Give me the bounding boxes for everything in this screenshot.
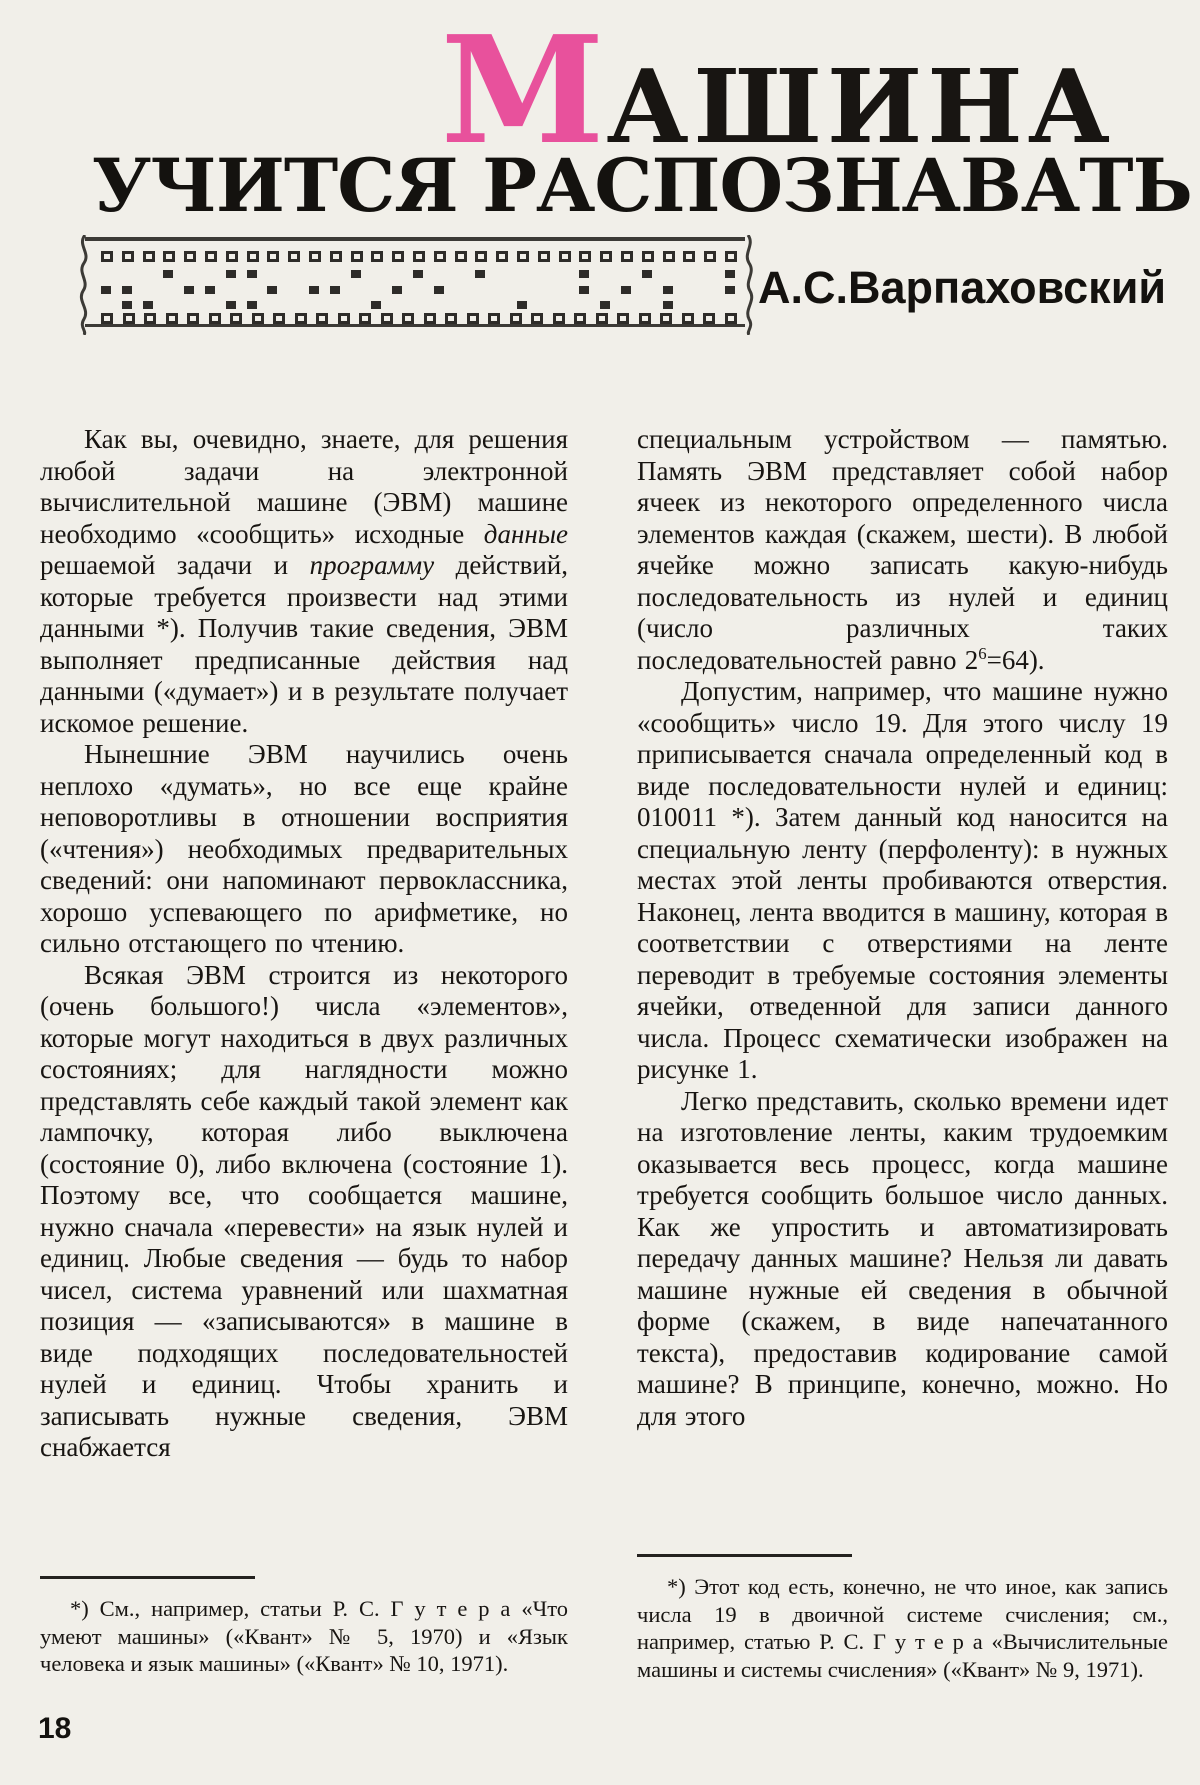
tape-hole [475,270,485,278]
tape-hole [381,313,393,324]
tape-hole [122,251,134,262]
tape-hole [510,313,522,324]
tape-hole [163,270,173,278]
tape-hole [247,251,259,262]
tape-hole [579,286,589,294]
article-title-line2: УЧИТСЯ РАСПОЗНАВАТЬ [92,143,1192,229]
tape-hole [371,301,381,309]
tape-hole [413,270,423,278]
tape-hole [579,251,591,262]
tape-hole [424,313,436,324]
tape-hole [205,251,217,262]
tape-hole [600,251,612,262]
tape-hole [402,313,414,324]
tape-hole [467,313,479,324]
title-drop-initial: М [440,3,607,177]
tape-hole [338,313,350,324]
tape-hole [123,313,135,324]
tape-hole [663,251,675,262]
footnote-right [637,1554,1168,1683]
tape-hole [621,251,633,262]
tape-hole [252,313,264,324]
tape-hole [166,313,178,324]
tape-hole [579,270,589,278]
tape-hole [184,286,194,294]
tape-hole [663,301,673,309]
punched-tape-illustration [85,237,745,327]
tape-hole [517,301,527,309]
tape-hole [226,301,236,309]
tape-hole [725,270,735,278]
tape-hole [288,251,300,262]
tape-hole [413,251,425,262]
body-column-left [40,424,568,1464]
tape-hole [455,251,467,262]
tape-hole [574,313,586,324]
paragraph: Легко представить, сколько времени идет на изготовление ленты, каким трудоемким оказывается весь процесс, когда машине требуется сообщить большое число данных. Как же упростить и автоматизировать передачу данных машине? Нельзя ли давать машине нужные ей сведения в обычной форме (скажем, в виде напечатанного текста), предоставив кодирование самой машине? В принципе, конечно, можно. Но для этого [637,1085,1168,1431]
tape-hole [101,313,113,324]
paragraph: Как вы, очевидно, знаете, для решения любой задачи на электронной вычислительной машине (ЭВМ) машине необходимо «сообщить» исходные данные решаемой задачи и программу действий, которые требуется произвести над этими данными *). Получив такие сведения, ЭВМ выполняет предписанные действия над данными («думает») и в результате получает искомое решение. [40,424,569,738]
tape-hole [725,313,737,324]
tape-hole [205,286,215,294]
tape-hole [101,286,111,294]
tape-hole [351,251,363,262]
tape-hole [122,286,132,294]
tape-hole [488,313,500,324]
tape-hole [538,251,550,262]
tape-hole [660,313,672,324]
tape-torn-edge-left [75,235,91,335]
tape-torn-edge-right [741,235,757,335]
tape-hole [143,301,153,309]
tape-hole [642,270,652,278]
tape-hole [226,270,236,278]
title-line1-rest: АШИНА [606,47,1115,166]
tape-hole [309,286,319,294]
tape-hole [309,251,321,262]
tape-hole [351,270,361,278]
tape-hole [247,301,257,309]
tape-hole [683,251,695,262]
paragraph: Всякая ЭВМ строится из некоторого (очень большого!) числа «элементов», которые могут находиться в двух различных состояниях; для наглядности можно представлять себе каждый такой элемент как лампочку, которая либо выключена (состояние 0), либо включена (состояние 1). Поэтому все, что сообщается машине, нужно сначала «перевести» на язык нулей и единиц. Любые сведения — будь то набор чисел, система уравнений или шахматная позиция — «записываются» в машине в виде подходящих последовательностей нулей и единиц. Чтобы хранить и записывать нужные сведения, ЭВМ снабжается [40,959,568,1462]
tape-hole [517,251,529,262]
tape-hole [267,286,277,294]
tape-hole [434,251,446,262]
footnote-left [40,1576,568,1678]
tape-hole [617,313,629,324]
tape-hole [600,301,610,309]
tape-hole [316,313,328,324]
tape-hole [371,251,383,262]
tape-hole [267,251,279,262]
tape-hole [531,313,543,324]
tape-hole [703,313,715,324]
tape-hole [295,313,307,324]
tape-hole [247,270,257,278]
footnote-rule [40,1576,255,1579]
tape-hole [163,251,175,262]
tape-hole [725,286,735,294]
footnote-text: *) Этот код есть, конечно, не что иное, как запись числа 19 в двоичной системе счисления; см., например, статью Р. С. Г у т е р а «Вычислительные машины и системы счисления» («Квант» № 9, 1971). [637,1574,1168,1682]
tape-hole [496,251,508,262]
paragraph: специальным устройством — памятью. Память ЭВМ представляет собой набор ячеек из некоторого определенного числа элементов каждая (скажем, шести). В любой ячейке можно записать какую-нибудь последовательность из нулей и единиц (число различных таких последовательностей равно $2^6=64$). [637,424,1168,675]
tape-hole [122,301,132,309]
tape-hole [392,286,402,294]
tape-hole [144,313,156,324]
tape-hole [392,251,404,262]
tape-hole [642,251,654,262]
tape-hole [273,313,285,324]
tape-hole [143,251,155,262]
tape-hole [184,251,196,262]
page-number: 18 [38,1712,72,1745]
tape-hole [187,313,199,324]
tape-hole [475,251,487,262]
paragraph: Допустим, например, что машине нужно «сообщить» число 19. Для этого числу 19 приписывается сначала определенный код в виде последовательности нулей и единиц: 010011 *). Затем данный код наносится на специальную ленту (перфоленту): в нужных местах этой ленты пробиваются отверстия. Наконец, лента вводится в машину, которая в соответствии с отверстиями на ленте переводит в требуемые состояния элементы ячейки, отведенной для записи данного числа. Процесс схематически изображен на рисунке 1. [637,676,1168,1084]
tape-hole [445,313,457,324]
tape-hole [230,313,242,324]
tape-hole [559,251,571,262]
tape-hole [226,251,238,262]
tape-hole [663,286,673,294]
tape-hole [639,313,651,324]
tape-hole [101,251,113,262]
tape-hole [704,251,716,262]
author-name: А.С.Варпаховский [758,262,1167,313]
article-title-line1 [440,3,1115,177]
tape-hole [621,286,631,294]
tape-hole [725,251,737,262]
tape-hole [434,286,444,294]
footnote-rule [637,1554,852,1557]
tape-hole [330,286,340,294]
tape-hole [330,251,342,262]
tape-hole [682,313,694,324]
body-column-right [637,424,1168,1432]
tape-hole [596,313,608,324]
tape-hole [553,313,565,324]
footnote-text: *) См., например, статьи Р. С. Г у т е р а «Что умеют машины» («Квант» № 5, 1970) и «Язык человека и язык машины» («Квант» № 10, 1971). [40,1596,568,1676]
paragraph: Нынешние ЭВМ научились очень неплохо «думать», но все еще крайне неповоротливы в отношении восприятия («чтения») необходимых предварительных сведений: они напоминают первоклассника, хорошо успевающего по арифметике, но сильно отстающего по чтению. [40,739,568,958]
tape-hole [359,313,371,324]
tape-hole [209,313,221,324]
